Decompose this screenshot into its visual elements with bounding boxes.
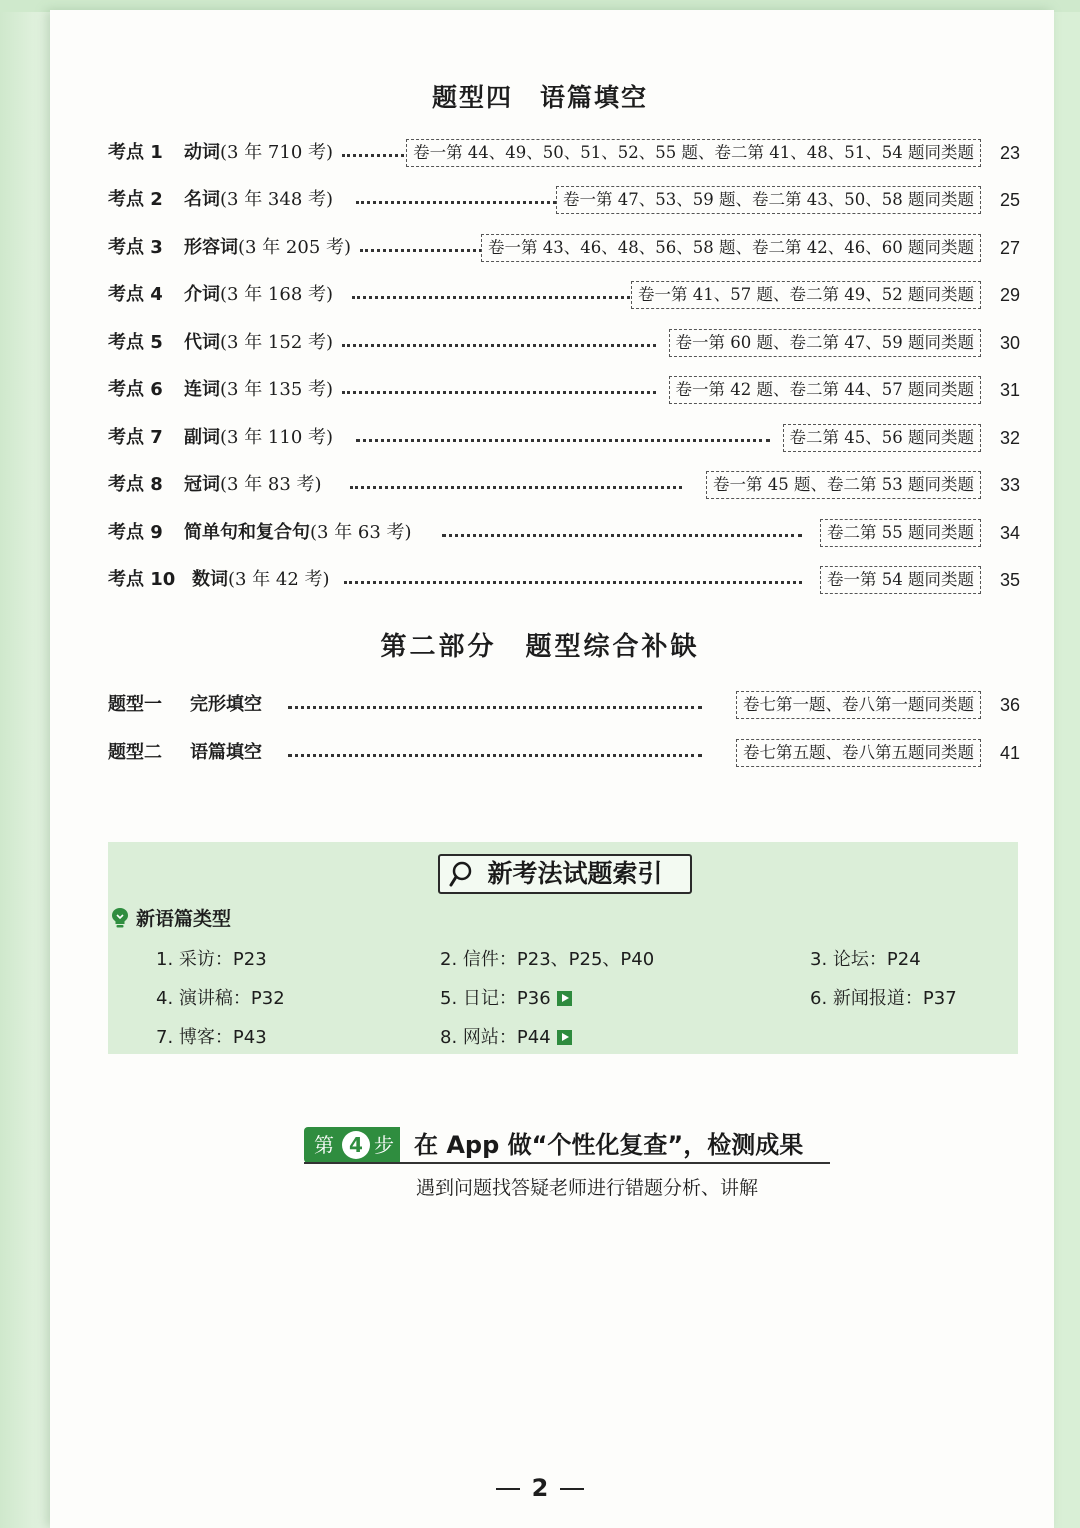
toc-row[interactable] xyxy=(0,138,1080,168)
toc-row[interactable] xyxy=(0,470,1080,500)
lightbulb-icon xyxy=(110,906,130,928)
video-play-icon[interactable] xyxy=(557,1030,572,1045)
toc-label: 考点 6 xyxy=(108,379,163,400)
toc-ref: 卷一第 43、46、48、56、58 题、卷二第 42、46、60 题同类题 xyxy=(481,234,981,262)
toc-label: 考点 10 xyxy=(108,569,176,590)
toc-row[interactable] xyxy=(0,375,1080,405)
index-item[interactable]: 4. 演讲稿：P32 xyxy=(156,988,285,1009)
step-prefix: 第 xyxy=(314,1133,334,1157)
toc-name: 连词(3 年 135 考) xyxy=(184,379,334,400)
index-item[interactable]: 1. 采访：P23 xyxy=(156,949,267,970)
index-title-frame xyxy=(438,854,692,894)
toc-name: 简单句和复合句(3 年 63 考) xyxy=(184,522,412,543)
toc-name: 语篇填空 xyxy=(190,742,262,763)
toc-row[interactable] xyxy=(0,518,1080,548)
toc-ref: 卷一第 45 题、卷二第 53 题同类题 xyxy=(706,471,981,499)
toc-page: 29 xyxy=(999,285,1021,305)
magnifier-icon xyxy=(448,860,474,888)
toc-page: 33 xyxy=(999,475,1021,495)
leader-dots xyxy=(356,201,574,204)
video-play-icon[interactable] xyxy=(557,991,572,1006)
leader-dots xyxy=(344,581,802,584)
toc-page: 32 xyxy=(999,428,1021,448)
toc-ref: 卷一第 44、49、50、51、52、55 题、卷二第 41、48、51、54 题同类题 xyxy=(406,139,981,167)
leader-dots xyxy=(352,296,630,299)
toc-name: 冠词(3 年 83 考) xyxy=(184,474,322,495)
toc-name: 介词(3 年 168 考) xyxy=(184,284,334,305)
step-badge xyxy=(304,1127,400,1163)
toc-page: 31 xyxy=(999,380,1021,400)
toc-page: 41 xyxy=(999,743,1021,763)
toc-name: 副词(3 年 110 考) xyxy=(184,427,334,448)
toc-name: 完形填空 xyxy=(190,694,262,715)
index-item[interactable]: 2. 信件：P23、P25、P40 xyxy=(440,949,655,970)
toc-page: 36 xyxy=(999,695,1021,715)
toc-row[interactable] xyxy=(0,328,1080,358)
toc-label: 题型二 xyxy=(108,742,162,763)
leader-dots xyxy=(350,486,682,489)
toc-ref: 卷二第 55 题同类题 xyxy=(820,519,981,547)
toc-page: 27 xyxy=(999,238,1021,258)
leader-dots xyxy=(356,439,770,442)
toc-ref: 卷一第 54 题同类题 xyxy=(820,566,981,594)
new-question-index-panel xyxy=(108,842,1018,1054)
toc-label: 考点 1 xyxy=(108,142,163,163)
toc-label: 考点 3 xyxy=(108,237,163,258)
index-item[interactable]: 6. 新闻报道：P37 xyxy=(810,988,957,1009)
toc-label: 考点 9 xyxy=(108,522,163,543)
step-suffix: 步 xyxy=(374,1133,394,1157)
toc-page: 34 xyxy=(999,523,1021,543)
toc-label: 考点 5 xyxy=(108,332,163,353)
toc-ref: 卷一第 42 题、卷二第 44、57 题同类题 xyxy=(669,376,981,404)
toc-page: 25 xyxy=(999,190,1021,210)
toc-row[interactable] xyxy=(0,280,1080,310)
step-number: 4 xyxy=(342,1131,370,1159)
page-number-value: 2 xyxy=(531,1474,549,1502)
step-title: 在 App 做“个性化复查”，检测成果 xyxy=(414,1131,804,1159)
index-item[interactable]: 3. 论坛：P24 xyxy=(810,949,921,970)
toc-row[interactable] xyxy=(0,423,1080,453)
toc-page: 23 xyxy=(999,143,1021,163)
step-description: 遇到问题找答疑老师进行错题分析、讲解 xyxy=(416,1177,759,1199)
toc-ref: 卷一第 47、53、59 题、卷二第 43、50、58 题同类题 xyxy=(556,186,981,214)
toc-row[interactable] xyxy=(0,233,1080,263)
toc-name: 形容词(3 年 205 考) xyxy=(184,237,352,258)
page-number xyxy=(0,1474,1080,1502)
index-item[interactable]: 5. 日记：P36 xyxy=(440,987,572,1011)
section-title-part2: 第二部分 题型综合补缺 xyxy=(380,632,700,662)
leader-dots xyxy=(342,391,656,394)
index-subtitle: 新语篇类型 xyxy=(136,908,232,930)
leader-dots xyxy=(288,706,702,709)
toc-ref: 卷七第五题、卷八第五题同类题 xyxy=(736,739,981,767)
index-item[interactable]: 7. 博客：P43 xyxy=(156,1027,267,1048)
toc-name: 数词(3 年 42 考) xyxy=(192,569,330,590)
toc-label: 题型一 xyxy=(108,694,162,715)
step-underline xyxy=(304,1162,830,1164)
toc-ref: 卷一第 60 题、卷二第 47、59 题同类题 xyxy=(669,329,981,357)
toc-ref: 卷一第 41、57 题、卷二第 49、52 题同类题 xyxy=(631,281,981,309)
toc-label: 考点 4 xyxy=(108,284,163,305)
toc-label: 考点 8 xyxy=(108,474,163,495)
toc-label: 考点 2 xyxy=(108,189,163,210)
leader-dots xyxy=(442,534,802,537)
toc-name: 代词(3 年 152 考) xyxy=(184,332,334,353)
toc-row[interactable] xyxy=(0,185,1080,215)
toc-row[interactable] xyxy=(0,690,1080,720)
toc-page: 30 xyxy=(999,333,1021,353)
index-title: 新考法试题索引 xyxy=(487,859,663,888)
toc-page: 35 xyxy=(999,570,1021,590)
toc-name: 动词(3 年 710 考) xyxy=(184,142,334,163)
section-title-part1: 题型四 语篇填空 xyxy=(431,83,648,112)
leader-dots xyxy=(288,754,702,757)
toc-row[interactable] xyxy=(0,738,1080,768)
index-item[interactable]: 8. 网站：P44 xyxy=(440,1026,572,1050)
toc-name: 名词(3 年 348 考) xyxy=(184,189,334,210)
toc-ref: 卷七第一题、卷八第一题同类题 xyxy=(736,691,981,719)
toc-ref: 卷二第 45、56 题同类题 xyxy=(783,424,981,452)
toc-row[interactable] xyxy=(0,565,1080,595)
leader-dots xyxy=(342,344,656,347)
dash-right xyxy=(560,1488,584,1490)
dash-left xyxy=(496,1488,520,1490)
toc-label: 考点 7 xyxy=(108,427,163,448)
